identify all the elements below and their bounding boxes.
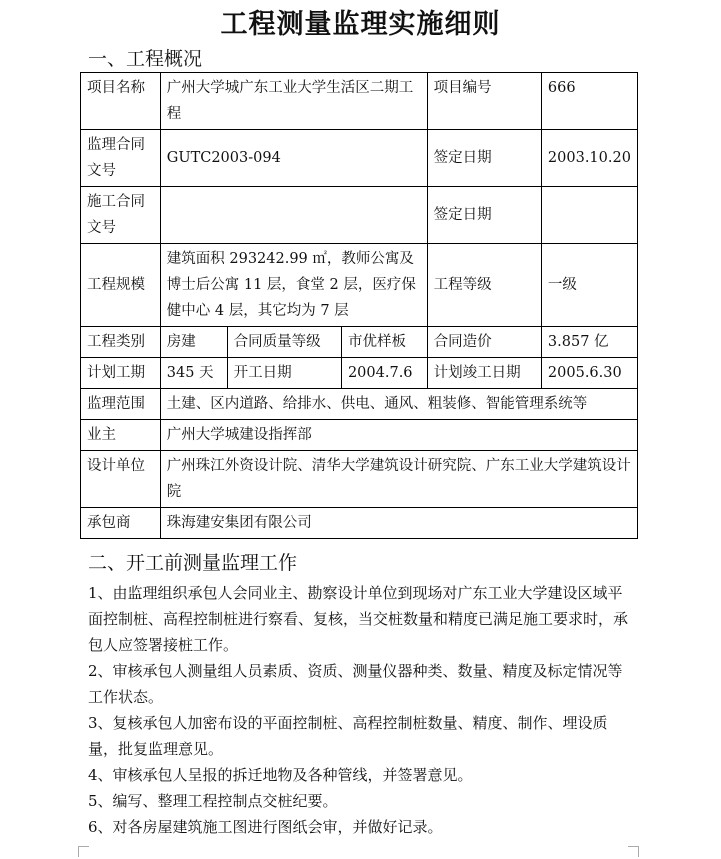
- list-item: 4、审核承包人呈报的拆迁地物及各种管线，并签署意见。: [88, 766, 473, 784]
- document-title: 工程测量监理实施细则: [220, 9, 501, 40]
- table-row: [81, 187, 638, 244]
- page-corner-mark-right: [628, 846, 639, 857]
- label-project-scale: 工程规模: [81, 244, 161, 327]
- list-item: 2、审核承包人测量组人员素质、资质、测量仪器种类、数量、精度及标定情况等工作状态。: [88, 662, 623, 706]
- label-project-type: 工程类别: [81, 327, 161, 358]
- value-owner: 广州大学城建设指挥部: [160, 420, 637, 451]
- table-row: [81, 451, 638, 508]
- label-project-name: 项目名称: [81, 73, 161, 130]
- label-supervision-contract: 监理合同文号: [81, 130, 161, 187]
- list-item: 6、对各房屋建筑施工图进行图纸会审，并做好记录。: [88, 818, 443, 836]
- project-info-table: [80, 72, 638, 539]
- value-design-unit: 广州珠江外资设计院、清华大学建筑设计研究院、广东工业大学建筑设计院: [160, 451, 637, 508]
- value-planned-completion: 2005.6.30: [541, 358, 637, 389]
- table-row: [81, 358, 638, 389]
- value-construction-contract: [160, 187, 427, 244]
- value-project-type: 房建: [160, 327, 227, 358]
- table-row: [81, 508, 638, 539]
- value-contract-price: 3.857 亿: [541, 327, 637, 358]
- value-supervision-scope: 土建、区内道路、给排水、供电、通风、粗装修、智能管理系统等: [160, 389, 637, 420]
- label-project-number: 项目编号: [427, 73, 541, 130]
- label-planned-duration: 计划工期: [81, 358, 161, 389]
- work-item-list: [88, 580, 636, 840]
- value-project-scale: 建筑面积 293242.99 ㎡，教师公寓及博士后公寓 11 层，食堂 2 层，医疗保健中心 4 层，其它均为 7 层: [160, 244, 427, 327]
- table-row: [81, 420, 638, 451]
- label-quality-grade: 合同质量等级: [227, 327, 341, 358]
- label-construction-contract: 施工合同文号: [81, 187, 161, 244]
- table-row: [81, 327, 638, 358]
- value-project-grade: 一级: [541, 244, 637, 327]
- label-sign-date: 签定日期: [427, 130, 541, 187]
- section-heading-pre-construction: 二、开工前测量监理工作: [88, 552, 298, 574]
- value-sign-date-2: [541, 187, 637, 244]
- label-contractor: 承包商: [81, 508, 161, 539]
- value-start-date: 2004.7.6: [341, 358, 427, 389]
- value-supervision-contract: GUTC2003-094: [160, 130, 427, 187]
- label-sign-date-2: 签定日期: [427, 187, 541, 244]
- list-item: 5、编写、整理工程控制点交桩纪要。: [88, 792, 338, 810]
- label-contract-price: 合同造价: [427, 327, 541, 358]
- table-row: [81, 73, 638, 130]
- label-supervision-scope: 监理范围: [81, 389, 161, 420]
- value-contractor: 珠海建安集团有限公司: [160, 508, 637, 539]
- value-project-number: 666: [541, 73, 637, 130]
- label-start-date: 开工日期: [227, 358, 341, 389]
- label-project-grade: 工程等级: [427, 244, 541, 327]
- label-design-unit: 设计单位: [81, 451, 161, 508]
- table-row: [81, 130, 638, 187]
- value-sign-date: 2003.10.20: [541, 130, 637, 187]
- value-planned-duration: 345 天: [160, 358, 227, 389]
- label-owner: 业主: [81, 420, 161, 451]
- table-row: [81, 389, 638, 420]
- page-corner-mark-left: [78, 846, 89, 857]
- value-quality-grade: 市优样板: [341, 327, 427, 358]
- list-item: 1、由监理组织承包人会同业主、勘察设计单位到现场对广东工业大学建设区域平面控制桩、高程控制桩进行察看、复核，当交桩数量和精度已满足施工要求时，承包人应签署接桩工作。: [88, 584, 629, 654]
- label-planned-completion: 计划竣工日期: [427, 358, 541, 389]
- value-project-name: 广州大学城广东工业大学生活区二期工程: [160, 73, 427, 130]
- section-heading-overview: 一、工程概况: [88, 48, 203, 70]
- list-item: 3、复核承包人加密布设的平面控制桩、高程控制桩数量、精度、制作、埋设质量，批复监理意见。: [88, 714, 608, 758]
- table-row: [81, 244, 638, 327]
